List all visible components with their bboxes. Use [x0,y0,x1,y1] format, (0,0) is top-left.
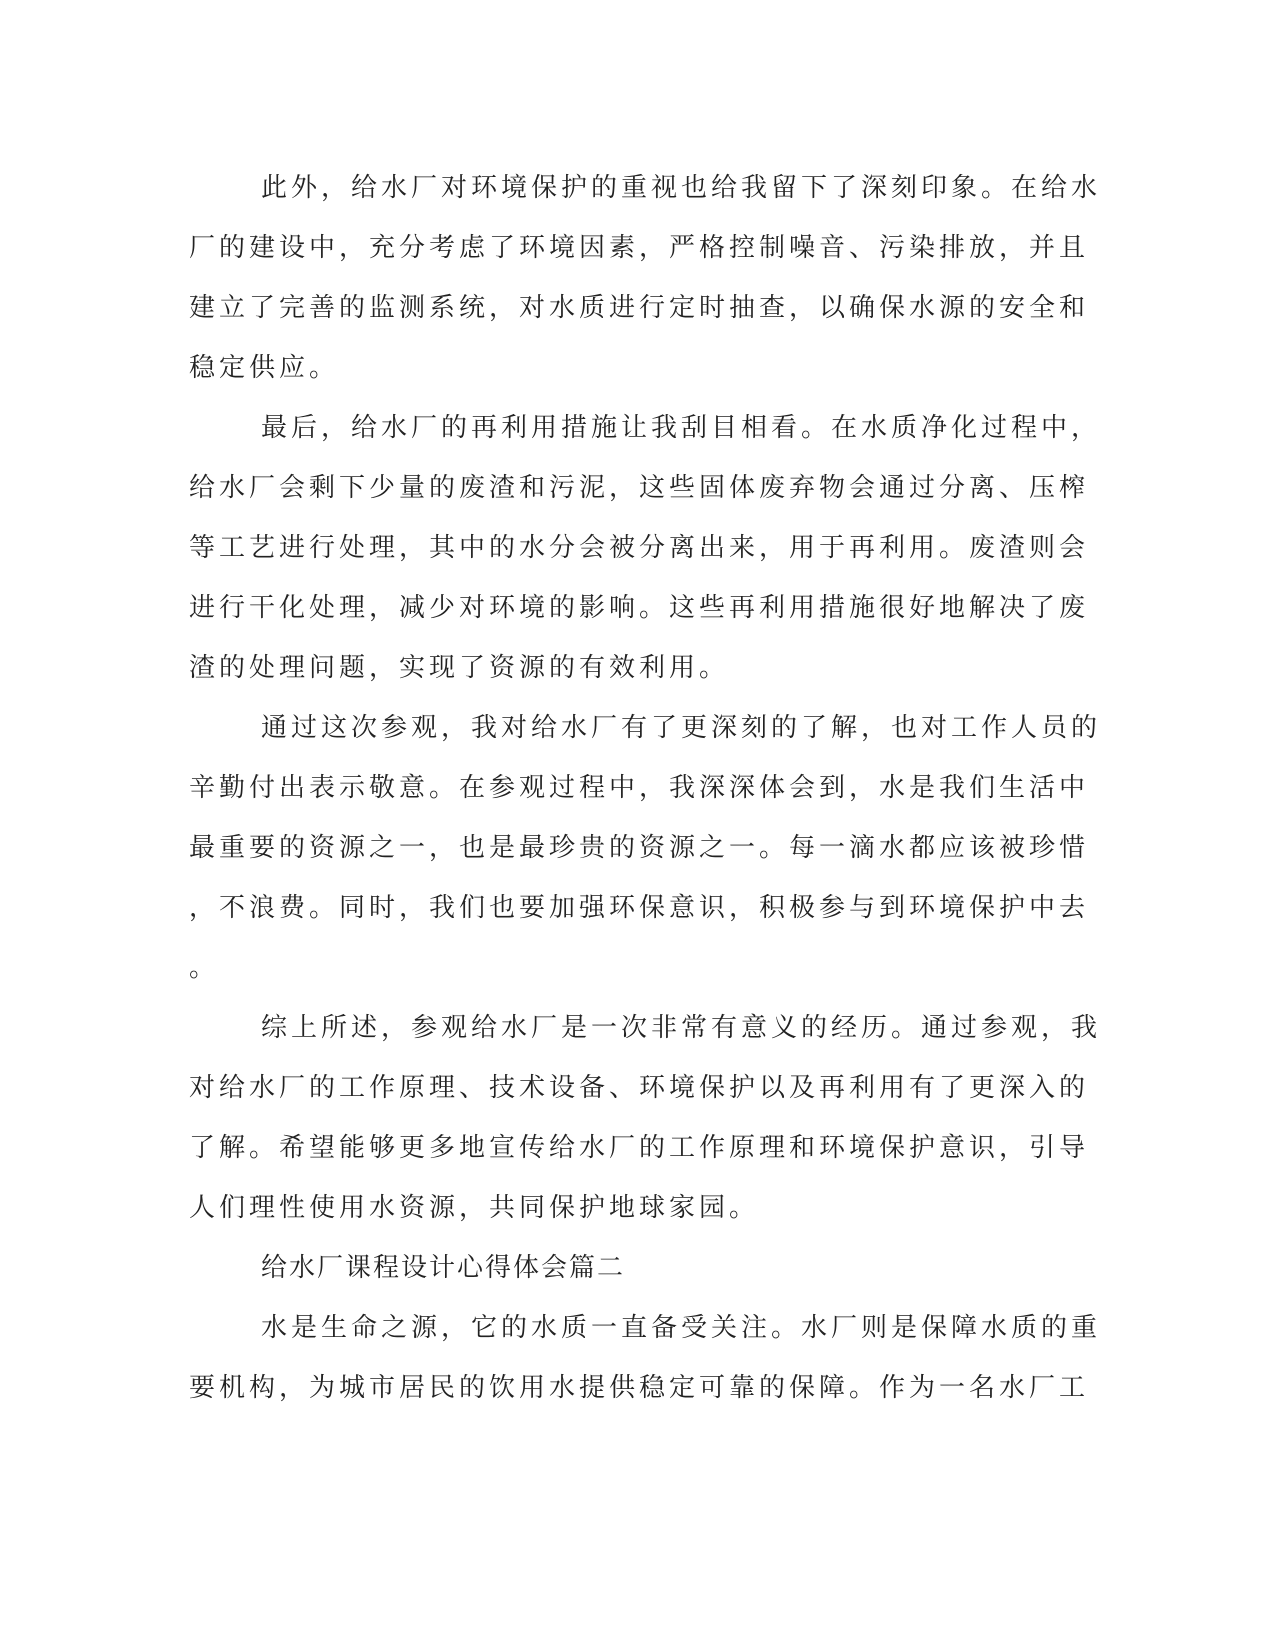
section-heading: 给水厂课程设计心得体会篇二 [261,1253,626,1283]
paragraph-4-line-1: 综上所述，参观给水厂是一次非常有意义的经历。通过参观，我 [261,1013,1102,1043]
paragraph-1-line-4: 稳定供应。 [189,353,340,383]
paragraph-3-line-2: 辛勤付出表示敬意。在参观过程中，我深深体会到，水是我们生活中 [189,773,1090,803]
paragraph-3-line-4: ，不浪费。同时，我们也要加强环保意识，积极参与到环境保护中去 [189,893,1090,923]
paragraph-2-line-2: 给水厂会剩下少量的废渣和污泥，这些固体废弃物会通过分离、压榨 [189,473,1090,503]
paragraph-2-line-5: 渣的处理问题，实现了资源的有效利用。 [189,653,730,683]
paragraph-1-line-2: 厂的建设中，充分考虑了环境因素，严格控制噪音、污染排放，并且 [189,233,1090,263]
paragraph-4-line-2: 对给水厂的工作原理、技术设备、环境保护以及再利用有了更深入的 [189,1073,1090,1103]
paragraph-3-line-1: 通过这次参观，我对给水厂有了更深刻的了解，也对工作人员的 [261,713,1102,743]
paragraph-4-line-4: 人们理性使用水资源，共同保护地球家园。 [189,1193,760,1223]
document-body [189,158,1102,1418]
paragraph-1-line-1: 此外，给水厂对环境保护的重视也给我留下了深刻印象。在给水 [261,173,1102,203]
paragraph-3-line-5: 。 [189,953,220,983]
paragraph-2-line-4: 进行干化处理，减少对环境的影响。这些再利用措施很好地解决了废 [189,593,1090,623]
paragraph-4-line-3: 了解。希望能够更多地宣传给水厂的工作原理和环境保护意识，引导 [189,1133,1090,1163]
paragraph-5-line-1: 水是生命之源，它的水质一直备受关注。水厂则是保障水质的重 [261,1313,1102,1343]
paragraph-2-line-1: 最后，给水厂的再利用措施让我刮目相看。在水质净化过程中， [261,413,1102,443]
paragraph-2-line-3: 等工艺进行处理，其中的水分会被分离出来，用于再利用。废渣则会 [189,533,1090,563]
paragraph-3-line-3: 最重要的资源之一，也是最珍贵的资源之一。每一滴水都应该被珍惜 [189,833,1090,863]
paragraph-1-line-3: 建立了完善的监测系统，对水质进行定时抽查，以确保水源的安全和 [189,293,1090,323]
paragraph-5-line-2: 要机构，为城市居民的饮用水提供稳定可靠的保障。作为一名水厂工 [189,1373,1090,1403]
